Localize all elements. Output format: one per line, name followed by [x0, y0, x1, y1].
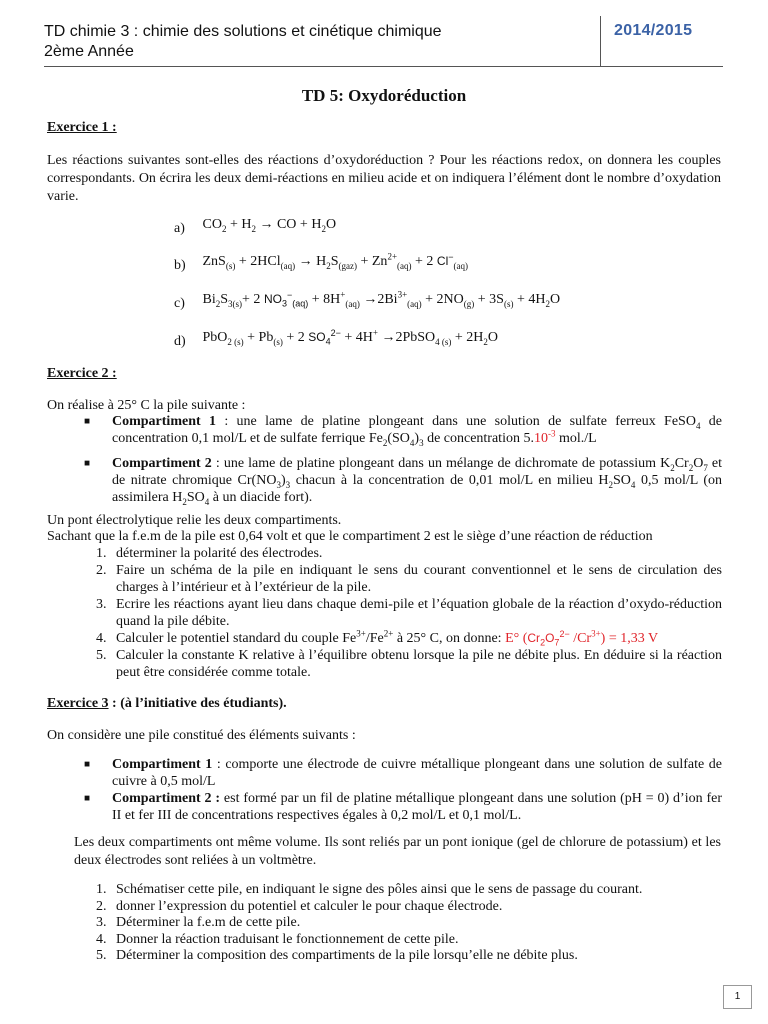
ex3-heading-rest: : (à l’initiative des étudiants). — [108, 696, 287, 711]
ex2-heading: Exercice 2 : — [47, 366, 117, 381]
academic-year: 2014/2015 — [614, 22, 693, 39]
ex3-q1-text: Schématiser cette pile, en indiquant le signe des pôles ainsi que le sens de passage du courant. — [116, 882, 643, 897]
ex3-compartment-2: ■ Compartiment 2 : est formé par un fil de platine métallique plongeant dans une solution (pH = 0) d’ion fer II et fer III de concentrations respectives égales à 0,2 mol/L et 0,1 mol/L. — [84, 791, 723, 823]
ex3-q4-text: Donner la réaction traduisant le fonctionnement de cette pile. — [116, 932, 459, 947]
ex2-question-3: 3. Ecrire les réactions ayant lieu dans chaque demi-pile et l’équation globale de la réaction d’oxydo-réduction quand la pile débite. — [96, 597, 722, 629]
ex3-question-5: 5. Déterminer la composition des compartiments de la pile lorsqu’elle ne débite plus. — [96, 947, 722, 964]
ex2-comp2-label: Compartiment 2 — [112, 456, 212, 471]
ex2-q2-text: Faire un schéma de la pile en indiquant le sens du courant conventionnel et le sens de circulation des charges à l’intérieur et à l’extérieur de la pile. — [116, 563, 722, 595]
ex2-q3-text: Ecrire les réactions ayant lieu dans chaque demi-pile et l’équation globale de la réaction d’oxydo-réduction quand la pile débite. — [116, 597, 722, 629]
ex3-q5-text: Déterminer la composition des compartiments de la pile lorsqu’elle ne débite plus. — [116, 948, 578, 963]
reaction-d: d) $PbO_{2 (s)} + Pb_{(s)} + 2$ $SO_4^{2-} + 4H^+$ →2PbSO$_{4 (s)}$ + $2H_2O$ — [174, 327, 499, 349]
reaction-d-label: d) — [174, 334, 186, 349]
ex2-question-5: 5. Calculer la constante K relative à l’équilibre obtenu lorsque la pile ne débite plus. En déduire si la réaction peut être considérée comme totale. — [96, 648, 722, 680]
header-divider — [600, 16, 601, 66]
ex3-comp2-text: est formé par un fil de platine métallique plongeant dans une solution (pH = 0) d’ion fer II et fer III de concentrations respectives égales à 0,2 mol/L et 0,1 mol/L. — [112, 791, 723, 823]
ex3-intro: On considère une pile constitué des éléments suivants : — [47, 728, 356, 743]
ex3-comp1-label: Compartiment 1 — [112, 757, 213, 772]
ex1-intro: Les réactions suivantes sont-elles des réactions d’oxydoréduction ? Pour les réactions redox, on donnera les couples correspondants. On écrira les deux demi-réactions en milieu acide et on indiquera l’élément dont le nombre d’oxydation varie. — [47, 153, 721, 204]
ex3-q2-text: donner l’expression du potentiel et calculer le pour chaque électrode. — [116, 899, 503, 914]
reaction-c: c) $Bi_2S_{3(s)}+ 2$ $NO_3^-_{(aq)} + 8H^+_{(aq)} \to 2Bi^{3+}_{(aq)} + 2NO_{(g)} + 3S_{(s)} + 4H_2O$ — [174, 289, 561, 311]
reaction-c-label: c) — [174, 296, 185, 311]
ex3-comp1-text: : comporte une électrode de cuivre métallique plongeant dans une solution de sulfate de cuivre à 0,5 mol/L — [112, 757, 723, 789]
ex3-heading-label: Exercice 3 — [47, 696, 109, 711]
ex2-bridge: Un pont électrolytique relie les deux compartiments. — [47, 513, 342, 528]
ex2-compartment-2: ■ Compartiment 2 : une lame de platine plongeant dans un mélange de dichromate de potassium $K_2Cr_2O_7$ et de nitrate chromique $Cr(NO_3)_3$ chacun à la concentration de 0,01 mol/L en milieu $H_2SO_4$ 0,5 mol/L (on assimilera $H_2SO_4$ à un diacide fort). — [84, 456, 723, 507]
page-title: TD 5: Oxydoréduction — [301, 86, 467, 105]
reaction-a: a) $CO_2 + H_2$ → CO + $H_2O$ — [174, 217, 337, 236]
std-potential-value: 1,33 V — [620, 631, 659, 646]
ex2-fem: Sachant que la f.e.m de la pile est 0,64 volt et que le compartiment 2 est le siège d’une réaction de réduction — [47, 529, 653, 544]
ex2-intro: On réalise à 25° C la pile suivante : — [47, 398, 246, 413]
ex1-heading: Exercice 1 : — [47, 120, 117, 135]
reaction-a-label: a) — [174, 221, 185, 236]
ex3-paragraph: Les deux compartiments ont même volume. Ils sont reliés par un pont ionique (gel de chlorure de potassium) et les deux électrodes sont reliées à un voltmètre. — [74, 835, 721, 868]
reaction-b-label: b) — [174, 258, 186, 273]
header-rule — [44, 66, 723, 67]
ex3-comp2-label: Compartiment 2 : — [112, 791, 221, 806]
page-number: 1 — [723, 985, 752, 1009]
ex3-question-1: 1. Schématiser cette pile, en indiquant le signe des pôles ainsi que le sens de passage du courant. — [96, 881, 722, 898]
course-title: TD chimie 3 : chimie des solutions et cinétique chimique — [44, 23, 442, 40]
ex2-question-2: 2. Faire un schéma de la pile en indiquant le sens du courant conventionnel et le sens de circulation des charges à l’intérieur et à l’extérieur de la pile. — [96, 563, 722, 595]
ex2-q1-text: déterminer la polarité des électrodes. — [116, 546, 323, 561]
ex2-q5-text: Calculer la constante K relative à l’équilibre obtenu lorsque la pile ne débite plus. En déduire si la réaction peut être considérée comme totale. — [116, 648, 722, 680]
ex3-question-2: 2. donner l’expression du potentiel et calculer le pour chaque électrode. — [96, 898, 722, 915]
ex2-question-1: 1. déterminer la polarité des électrodes. — [96, 545, 722, 562]
reaction-b: b) $ZnS_{(s)} + 2HCl_{(aq)} \to H_2S_{(gaz)} + Zn^{2+}_{(aq)} + 2$ $Cl^-_{(aq)}$ — [174, 251, 469, 273]
ex3-compartment-1: ■ Compartiment 1 : comporte une électrode de cuivre métallique plongeant dans une solution de sulfate de cuivre à 0,5 mol/L — [84, 757, 723, 789]
ex3-question-3: 3. Déterminer la f.e.m de cette pile. — [96, 914, 722, 931]
ex3-question-4: 4. Donner la réaction traduisant le fonctionnement de cette pile. — [96, 931, 722, 948]
course-level: 2ème Année — [44, 43, 134, 60]
ex2-question-4: 4. Calculer le potentiel standard du couple $Fe^{3+}/Fe^{2+}$ à 25° C, on donne: E° ($Cr_2O_7^{2-}$ $/Cr^{3+}) = 1,33$ V — [96, 628, 659, 648]
ex3-q3-text: Déterminer la f.e.m de cette pile. — [116, 915, 301, 930]
ex2-compartment-1: ■ Compartiment 1 : une lame de platine plongeant dans une solution de sulfate ferreux FeSO$_4$ de concentration 0,1 mol/L et de sulfate ferrique $Fe_2(SO_4)_3$ de concentration $5.10^{-3}$ mol./L — [84, 414, 722, 448]
ex2-comp1-label: Compartiment 1 — [112, 414, 216, 429]
ex3-heading — [47, 696, 287, 712]
